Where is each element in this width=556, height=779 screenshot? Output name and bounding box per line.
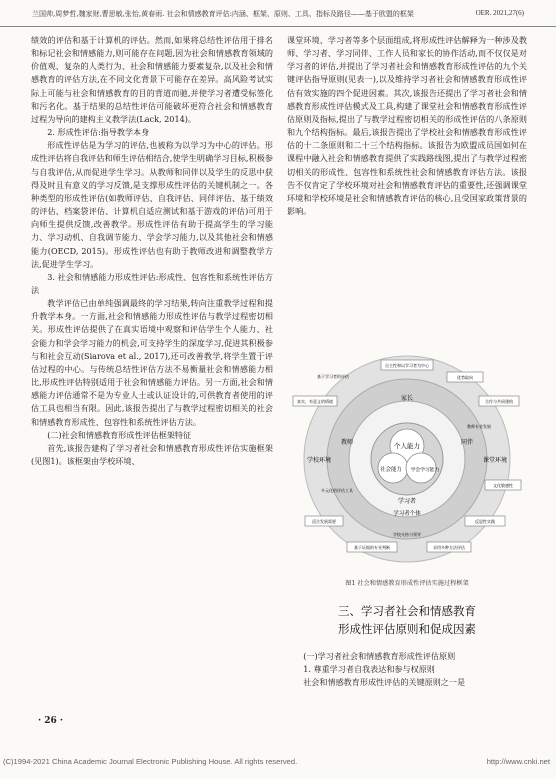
header-journal: OER. 2021,27(6) bbox=[475, 9, 524, 17]
subheading: (一)学习者社会和情感教育形成性评估原则 bbox=[303, 651, 456, 661]
running-header bbox=[0, 0, 556, 27]
paragraph: 课堂环境、学习者等多个层面组成,将形成性评估解释为一种涉及教师、学习者、学习同伴、工作人员和家长的协作活动,而不仅仅是对学习者的评估,并提出了学习者社会和情感教育形成性评估的九个关键评估指导原则(见表一),以及维持学习者社会和情感教育形成性评估有效实施的四个促进因素。其次,该报告还提出了学习者社会和情感教育形成性评估模式及工具,构建了课堂社会和情感教育形成性评估原则及指标,提出了与教学过程密切相关的形成性评估的八条原则和九个结构指标。最后,该报告提出了学校社会和情感教育形成性评估的十二条原则和二十三个结构指标。该报告为欧盟成员国如何在课程中融入社会和情感教育提供了实践路线图,提出了与教学过程密切相关的形成性、包容性和系统性社会和情感教育评估方法。该报告不仅肯定了学校环境对社会和情感教育评估的重要性,还强调课堂环境和学校环境是社会和情感教育评估的核心,且受国家政策背景的影响。 bbox=[287, 35, 527, 217]
ring-teacher-label: 教师 bbox=[340, 439, 354, 446]
principle-text: 采用多种方法评估 bbox=[433, 545, 465, 550]
right-inner-label: 学会学习能力 bbox=[410, 468, 440, 473]
footer-link[interactable]: http://www.cnki.net bbox=[486, 757, 550, 766]
figure-caption: 图1 社会和情感教育形成性评估实施过程框架 bbox=[345, 580, 469, 587]
principle-text: 适合发展需要 bbox=[312, 519, 336, 524]
ring-classroom-label: 课堂环境 bbox=[482, 457, 508, 464]
principle-text: 合作与共同建构 bbox=[485, 399, 513, 404]
outer-label: 教师专业发展 bbox=[467, 424, 491, 429]
subheading: 3. 社会和情感能力形成性评估:形成性、包容性和系统性评估方法 bbox=[31, 271, 273, 295]
outer-label: 多元化的评估工具 bbox=[321, 488, 353, 493]
right-bottom-column bbox=[287, 650, 527, 689]
center-label: 个人能力 bbox=[394, 442, 420, 450]
principle-text: 自主性和以学习者为中心 bbox=[385, 363, 429, 368]
ring-parents-label: 家长 bbox=[400, 395, 414, 402]
header-authors: 兰国帅,周梦哲,魏家财,曹思敏,张怡,黄春雨. 社会和情感教育评估:内涵、框架、原则、工具、指标及路径——基于欧盟的框架 bbox=[32, 10, 414, 18]
principle-text: 优势取向 bbox=[457, 375, 473, 380]
paragraph: 首先,该报告建构了学习者社会和情感教育形成性评估实施框架(见图1)。该框架由学校环境、 bbox=[31, 442, 273, 466]
ring-learner-individual-label: 学习者个体 bbox=[393, 511, 421, 517]
section-title-line: 形成性评估原则和促成因素 bbox=[338, 622, 476, 636]
principle-text: 文化敏感性 bbox=[493, 483, 513, 488]
paragraph: 形成性评估是为学习的评估,也被称为以学习为中心的评估。形成性评估将自我评估和师生评估相结合,使学生明确学习目标,积极参与自我评估,从而促进学生学习。从教师和同伴以及学生的反思中获得及时且有意义的学习反馈,是支撑形成性评估的关键机制之一。各种类型的形成性评估(如教师评估、自我评估、同伴评估、基于绩效的评估、档案袋评估、计算机自适应测试和基于游戏的评估)可用于向师生提供反馈,改善教学。形成性评估有助于提高学生的学习能力、学习动机、自我调节能力、学会学习能力,以及其他社会和情感能力(OECD, 2015)。形成性评估也有助于教师改进和调整教学方法,促进学生学习。 bbox=[31, 140, 273, 269]
framework-diagram bbox=[287, 352, 527, 566]
figure-1 bbox=[287, 352, 527, 566]
ring-learner-label: 学习者 bbox=[397, 498, 417, 505]
ring-school-label: 学校环境 bbox=[306, 457, 332, 464]
principle-text: 基于证据的专业判断 bbox=[354, 545, 390, 550]
subheading: 2. 形成性评估:指导教学本身 bbox=[47, 127, 150, 138]
section-title-line: 三、学习者社会和情感教育 bbox=[338, 604, 476, 618]
paragraph: 教学评估已由单纯强调最终的学习结果,转向注重教学过程和提升教学本身。一方面,社会和情感能力形成性评估与教学过程密切相关。形成性评估提供了在真实语境中观察和评估学生个人能力、社会能力和学会学习能力的机会,可支持学生的深度学习,促进其积极参与和社会互动(Siarova et al., 2017),还可改善教学,将学生置于评估过程的中心。与传统总结性评估方法不易衡量社会和情感能力相比,形成性评估特别适用于社会和情感能力评估。另一方面,社会和情感能力评估通常不是为专业人士或认证设计的,可供教育者使用的评估工具也相当有限。因此,该报告提出了与教学过程密切相关的社会和情感教育形成性、包容性和系统性评估方法。 bbox=[31, 298, 273, 427]
subheading: (二)社会和情感教育形成性评估框架特征 bbox=[47, 429, 192, 440]
left-inner-label: 社会能力 bbox=[380, 467, 402, 473]
ring-peer-label: 同伴 bbox=[460, 439, 474, 446]
principle-text: 反思性实践 bbox=[475, 519, 495, 524]
subheading: 1. 尊重学习者自我表达和参与权原则 bbox=[303, 664, 435, 675]
footer-copyright: (C)1994-2021 China Academic Journal Electronic Publishing House. All rights reserved. bbox=[3, 757, 298, 766]
principle-text: 真实、有意义的情境 bbox=[297, 399, 333, 404]
left-column bbox=[31, 34, 273, 468]
section-title bbox=[287, 602, 527, 638]
outer-label: 基于学习者的评估 bbox=[317, 374, 349, 379]
paragraph: 绩效的评估和基于计算机的评估。然而,如果将总结性评估用于排名和标记社会和情感能力,则可能存在问题,因为社会和情感教育领域的价值观、复杂的人类行为、社会和情感能力要素复杂,以及社会和情感教育的评估方法,在不同文化背景下可能存在差异。高风险考试实际上可能与社会和情感教育的目的背道而驰,并使学习者遭受标签化和污名化。基于结果的总结性评估可能破坏更符合社会和情感教育过程为导向的建构主义教学法(Lack, 2014)。 bbox=[31, 35, 273, 124]
right-column bbox=[287, 34, 527, 218]
page-number: · 26 · bbox=[38, 716, 64, 726]
outer-label: 学校支持与领导 bbox=[393, 532, 421, 537]
footer bbox=[0, 753, 556, 773]
paragraph: 社会和情感教育形成性评估的关键原则之一是 bbox=[303, 677, 466, 688]
